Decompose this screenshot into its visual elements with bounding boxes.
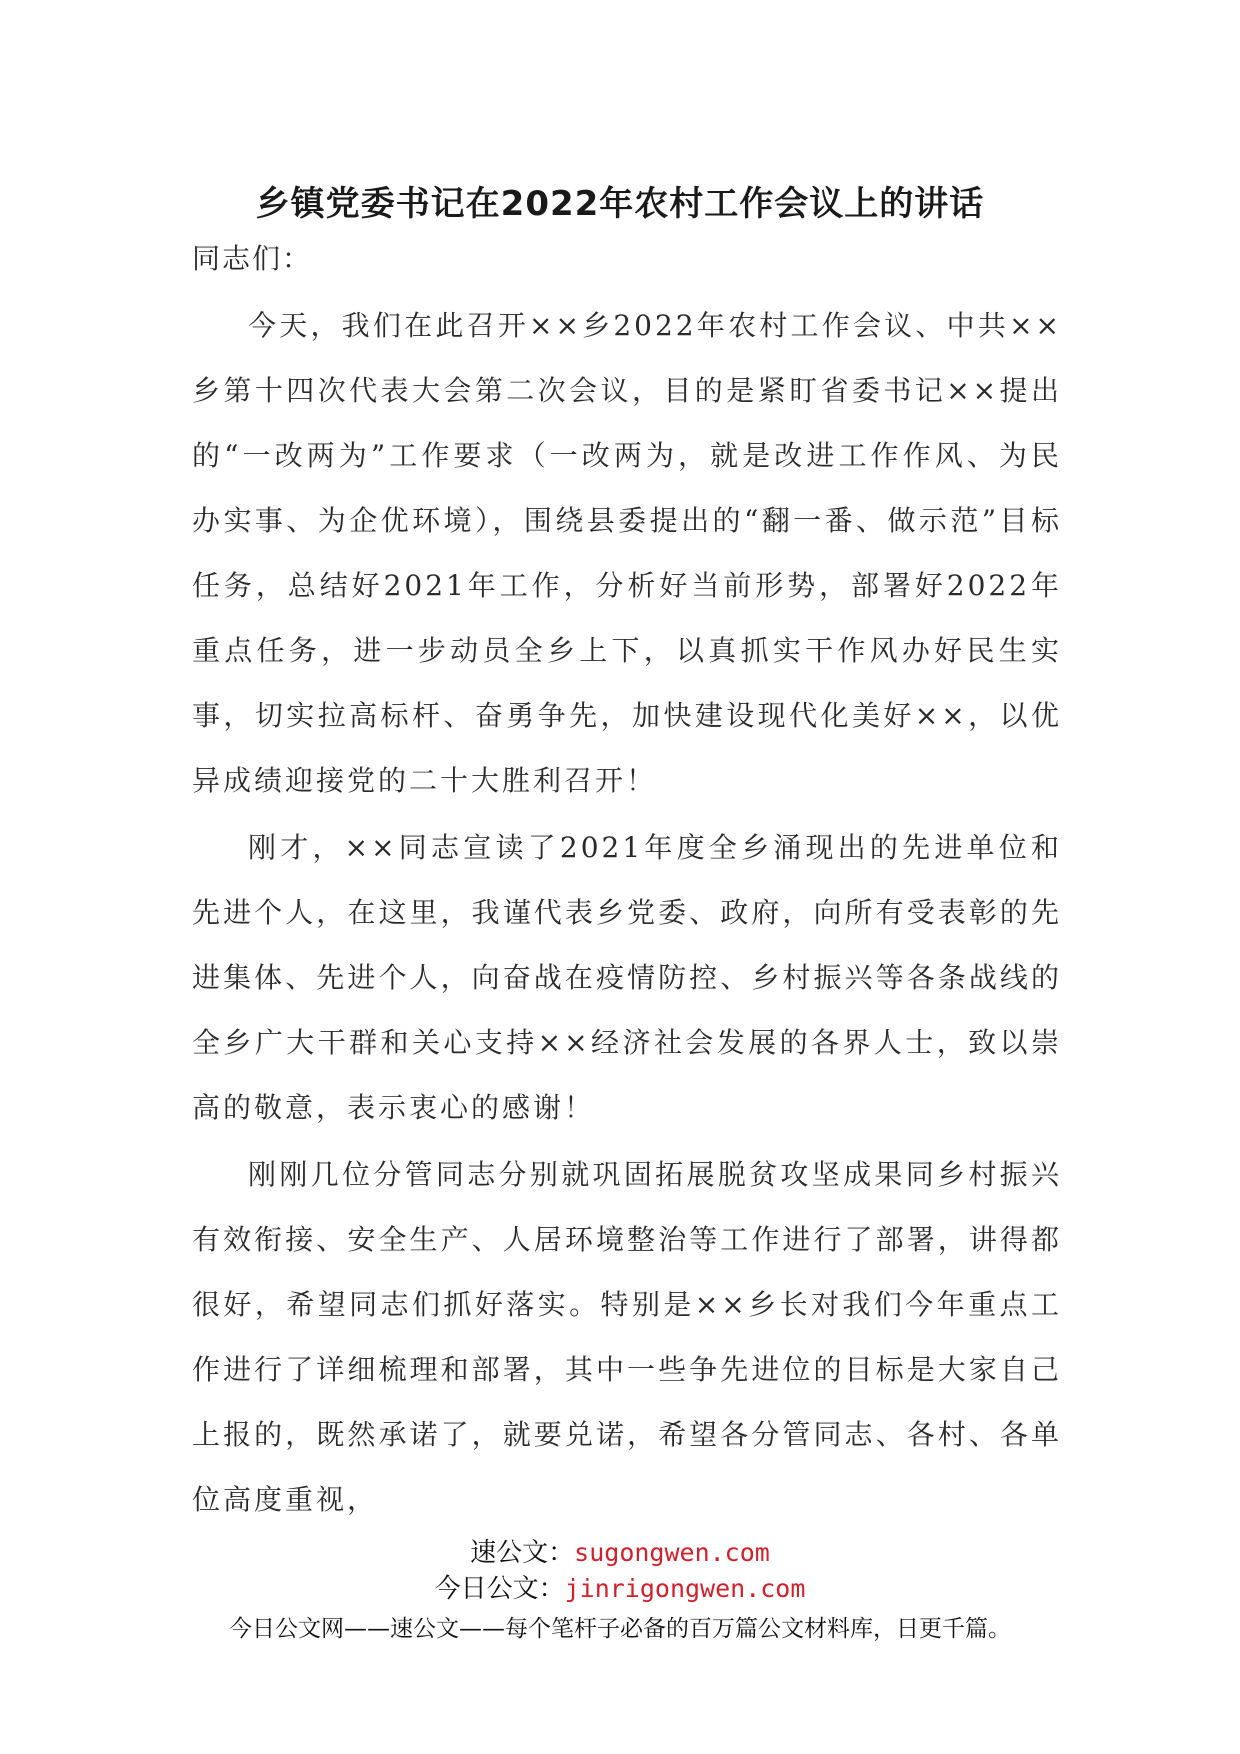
footer-label-sugongwen: 速公文：: [470, 1538, 575, 1568]
salutation: 同志们：: [192, 242, 313, 275]
footer-watermark: [0, 1535, 1240, 1649]
footer-slogan: 今日公文网——速公文——每个笔杆子必备的百万篇公文材料库，日更千篇。: [229, 1616, 1011, 1642]
footer-label-jinrigongwen: 今日公文：: [434, 1574, 565, 1604]
footer-line-jinrigongwen: [0, 1571, 1240, 1607]
paragraph-3: 刚刚几位分管同志分别就巩固拓展脱贫攻坚成果同乡村振兴有效衔接、安全生产、人居环境整治等工作进行了部署，讲得都很好，希望同志们抓好落实。特别是××乡长对我们今年重点工作进行了详细梳理和部署，其中一些争先进位的目标是大家自己上报的，既然承诺了，就要兑诺，希望各分管同志、各村、各单位高度重视，: [192, 1158, 1062, 1516]
paragraph-1: 今天，我们在此召开××乡2022年农村工作会议、中共××乡第十四次代表大会第二次会议，目的是紧盯省委书记××提出的“一改两为”工作要求（一改两为，就是改进工作作风、为民办实事、为企优环境），围绕县委提出的“翻一番、做示范”目标任务，总结好2021年工作，分析好当前形势，部署好2022年重点任务，进一步动员全乡上下，以真抓实干作风办好民生实事，切实拉高标杆、奋勇争先，加快建设现代化美好××，以优异成绩迎接党的二十大胜利召开！: [192, 309, 1062, 797]
footer-line-sugongwen: [0, 1535, 1240, 1571]
paragraph-2: 刚才，××同志宣读了2021年度全乡涌现出的先进单位和先进个人，在这里，我谨代表乡党委、政府，向所有受表彰的先进集体、先进个人，向奋战在疫情防控、乡村振兴等各条战线的全乡广大干群和关心支持××经济社会发展的各界人士，致以崇高的敬意，表示衷心的感谢！: [192, 831, 1062, 1124]
footer-link-sugongwen[interactable]: sugongwen.com: [574, 1538, 770, 1567]
document-body: [192, 226, 1062, 1534]
footer-link-jinrigongwen[interactable]: jinrigongwen.com: [564, 1574, 806, 1603]
document-title: 乡镇党委书记在2022年农村工作会议上的讲话: [255, 184, 985, 224]
